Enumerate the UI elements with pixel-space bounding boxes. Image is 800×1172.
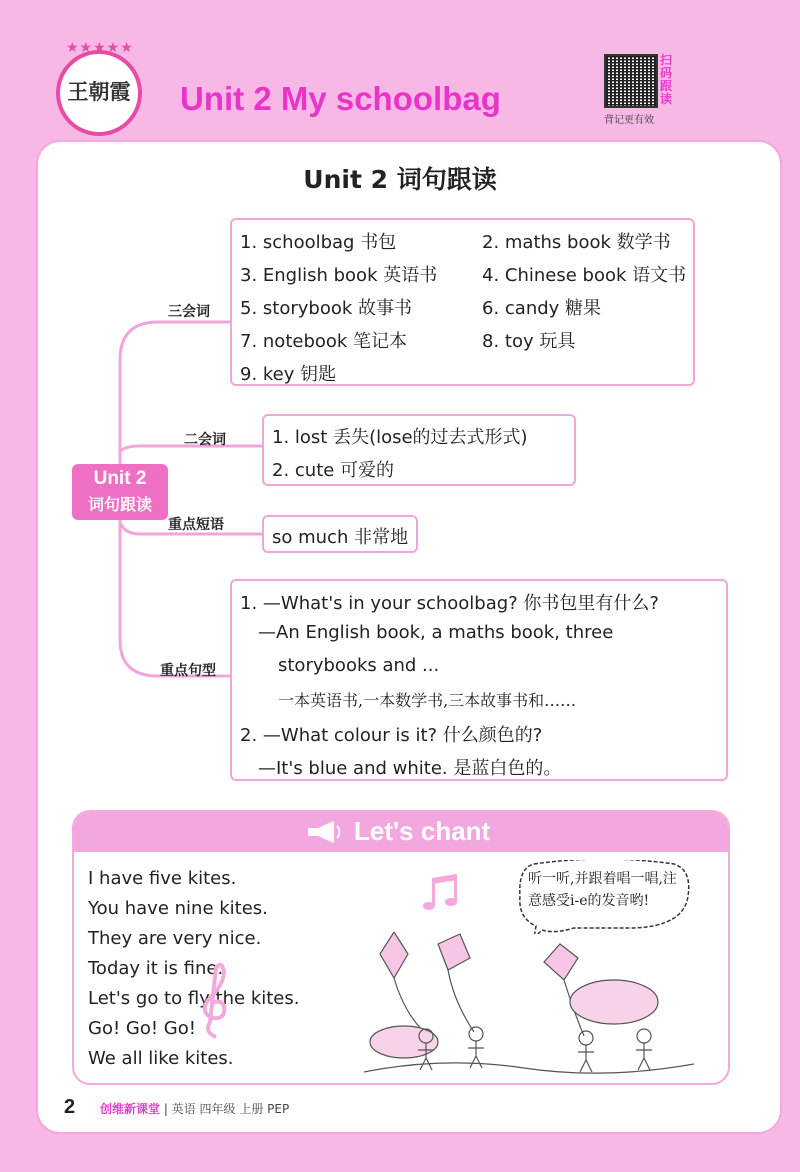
- chant-line: They are very nice.: [88, 928, 262, 949]
- qr-caption: 背记更有效: [604, 115, 654, 126]
- qr-label: 扫码跟读: [660, 53, 673, 106]
- word-item: 9. key 钥匙: [240, 364, 337, 385]
- page-number: 2: [64, 1096, 76, 1118]
- chant-line: I have five kites.: [88, 868, 237, 889]
- treble-clef-icon: [200, 962, 230, 1042]
- page-title: Unit 2 My schoolbag: [180, 80, 501, 117]
- phrase-item: so much 非常地: [272, 527, 409, 548]
- word-item: 2. cute 可爱的: [272, 460, 395, 481]
- chant-line: Today it is fine.: [88, 958, 224, 979]
- chant-line: We all like kites.: [88, 1048, 234, 1069]
- sentence-item: 2. —What colour is it? 什么颜色的?: [240, 725, 543, 746]
- sentence-item: —An English book, a maths book, three: [258, 622, 614, 643]
- section-title: Unit 2 词句跟读: [303, 165, 497, 194]
- chant-title: Let's chant: [354, 816, 491, 846]
- megaphone-icon: [304, 820, 344, 844]
- word-item: 4. Chinese book 语文书: [482, 265, 687, 286]
- word-item: 2. maths book 数学书: [482, 232, 671, 253]
- branch-label-key-sentences: 重点句型: [160, 663, 216, 679]
- sentence-item: 1. —What's in your schoolbag? 你书包里有什么?: [240, 593, 659, 614]
- sentence-item: —It's blue and white. 是蓝白色的。: [258, 758, 562, 779]
- chant-header: [74, 812, 728, 852]
- footer-brand: 创维新课堂: [100, 1102, 161, 1116]
- word-item: 8. toy 玩具: [482, 331, 576, 352]
- kite-illustration: [364, 932, 694, 1082]
- branch-label-extra-words: 二会词: [184, 432, 226, 448]
- word-item: 7. notebook 笔记本: [240, 331, 408, 352]
- chant-line: Let's go to fly the kites.: [88, 988, 300, 1009]
- word-item: 1. lost 丢失(lose的过去式形式): [272, 427, 528, 448]
- branch-label-key-phrases: 重点短语: [168, 517, 224, 533]
- word-item: 1. schoolbag 书包: [240, 232, 397, 253]
- root-subtitle: 词句跟读: [87, 495, 152, 514]
- footer-info: [100, 1100, 289, 1117]
- key-sentences-box: [230, 579, 728, 781]
- speech-bubble-text: 听一听,并跟着唱一唱,注意感受i-e的发音哟!: [528, 871, 677, 909]
- extra-words-box: [262, 414, 576, 486]
- logo-stars: ★★★★★: [66, 40, 134, 56]
- word-item: 3. English book 英语书: [240, 265, 438, 286]
- chant-line: Go! Go! Go!: [88, 1018, 196, 1039]
- root-unit: Unit 2: [93, 468, 147, 489]
- chant-line: You have nine kites.: [88, 898, 268, 919]
- logo-text: 王朝霞: [67, 79, 131, 104]
- core-words-box: [230, 218, 695, 386]
- key-phrases-box: [262, 515, 418, 553]
- sentence-item: 一本英语书,一本数学书,三本故事书和……: [278, 691, 577, 710]
- word-item: 5. storybook 故事书: [240, 298, 412, 319]
- branch-label-core-words: 三会词: [168, 304, 210, 320]
- music-note-icon: [420, 872, 466, 918]
- footer-details: | 英语 四年级 上册 PEP: [163, 1102, 290, 1116]
- word-item: 6. candy 糖果: [482, 298, 602, 319]
- sentence-item: storybooks and ...: [278, 655, 440, 676]
- chant-section: [72, 810, 730, 1085]
- mindmap-root: [72, 464, 168, 520]
